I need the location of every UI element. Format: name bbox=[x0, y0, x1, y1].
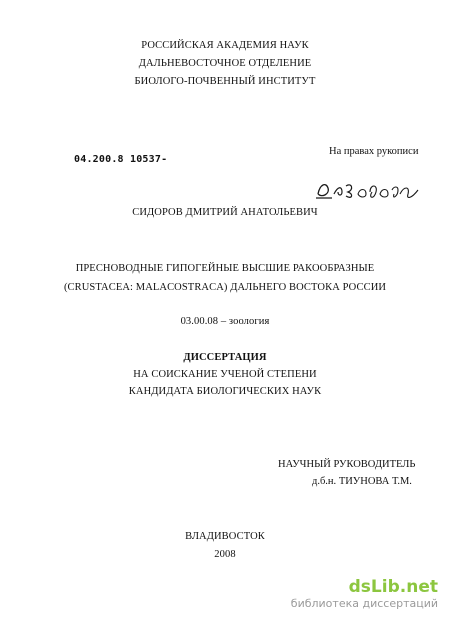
city: ВЛАДИВОСТОК bbox=[185, 531, 265, 542]
branch-name: ДАЛЬНЕВОСТОЧНОЕ ОТДЕЛЕНИЕ bbox=[138, 58, 312, 69]
dslib-watermark bbox=[291, 577, 438, 611]
supervisor-degree: д.б.н. bbox=[312, 476, 337, 487]
watermark-logo: dsLib.net bbox=[348, 577, 438, 597]
degree-line-1: НА СОИСКАНИЕ УЧЕНОЙ СТЕПЕНИ bbox=[133, 369, 317, 380]
specialty-code: 03.00.08 – зоология bbox=[180, 316, 270, 327]
supervisor-name bbox=[312, 476, 412, 487]
supervisor-fullname: ТИУНОВА Т.М. bbox=[338, 476, 412, 487]
author-name: СИДОРОВ ДМИТРИЙ АНАТОЛЬЕВИЧ bbox=[132, 207, 318, 218]
thesis-title-line-1: ПРЕСНОВОДНЫЕ ГИПОГЕЙНЫЕ ВЫСШИЕ РАКООБРАЗНЫЕ bbox=[75, 263, 375, 274]
watermark-subtitle: библиотека диссертаций bbox=[290, 597, 438, 610]
institute-name: БИОЛОГО-ПОЧВЕННЫЙ ИНСТИТУТ bbox=[134, 76, 316, 87]
academy-name: РОССИЙСКАЯ АКАДЕМИЯ НАУК bbox=[141, 40, 309, 51]
thesis-title-line-2: (CRUSTACEA: MALACOSTRACA) ДАЛЬНЕГО ВОСТОКА РОССИИ bbox=[63, 282, 387, 293]
year: 2008 bbox=[214, 549, 236, 560]
manuscript-rights-note: На правах рукописи bbox=[329, 146, 419, 157]
registration-stamp: 04.200.8 10537- bbox=[74, 154, 168, 165]
document-type-heading: ДИССЕРТАЦИЯ bbox=[183, 352, 267, 363]
handwritten-signature bbox=[312, 176, 422, 204]
supervisor-label: НАУЧНЫЙ РУКОВОДИТЕЛЬ bbox=[278, 459, 416, 470]
degree-line-2: КАНДИДАТА БИОЛОГИЧЕСКИХ НАУК bbox=[128, 386, 322, 397]
